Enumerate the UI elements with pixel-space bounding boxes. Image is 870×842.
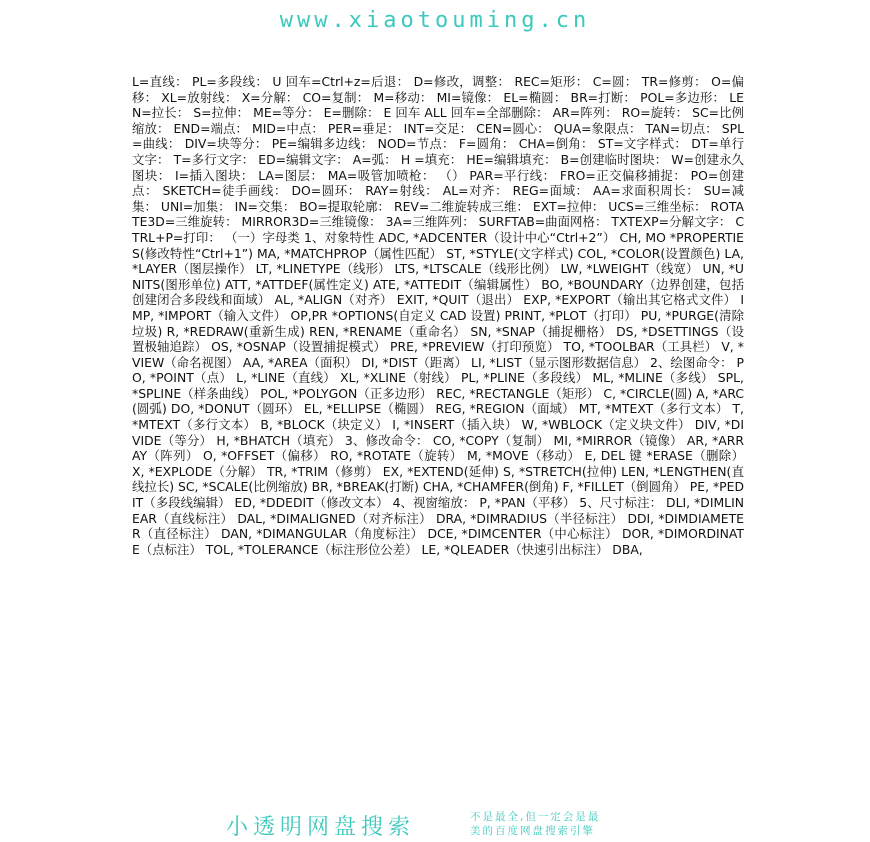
cad-shortcut-text: L=直线： PL=多段线： U 回车=Ctrl+z=后退： D=修改，调整： REC=矩形： C=圆： TR=修剪： O=偏移： XL=放射线： X=分解： CO=复制： M=移动： MI=镜像： EL=椭圆： BR=打断： POL=多边形： LEN=拉长： S=拉伸： ME=等分： E=删除： E 回车 ALL 回车=全部删除： AR=阵列： RO=旋转： SC=比例缩放： END=端点： MID=中点： PER=垂足： INT=交足： CEN=圆心： QUA=象限点： TAN=切点： SPL=曲线： DIV=块等分： PE=编辑多边线： NOD=节点： F=圆角： CHA=倒角： ST=文字样式： DT=单行文字： T=多行文字： ED=编辑文字： A=弧： H =填充： HE=编辑填充： B=创建临时图块： W=创建永久图块： I=插入图块： LA=图层： MA=吸管加喷枪： （） PAR=平行线： FRO=正交偏移捕捉： PO=创建点： SKETCH=徒手画线： DO=圆环： RAY=射线： AL=对齐： REG=面域： AA=求面积周长： SU=减集： UNI=加集： IN=交集： BO=提取轮廓： REV=二维旋转成三维： EXT=拉伸： UCS=三维坐标： ROTATE3D=三维旋转： MIRROR3D=三维镜像： 3A=三维阵列： SURFTAB=曲面网格： TXTEXP=分解文字： CTRL+P=打印： （一）字母类 1、对象特性 ADC, *ADCENTER（设计中心“Ctrl+2”） CH, MO *PROPERTIES(修改特性“Ctrl+1”) MA, *MATCHPROP（属性匹配） ST, *STYLE(文字样式) COL, *COLOR(设置颜色) LA, *LAYER（图层操作） LT, *LINETYPE（线形） LTS, *LTSCALE（线形比例） LW, *LWEIGHT（线宽） UN, *UNITS(图形单位) ATT, *ATTDEF(属性定义) ATE, *ATTEDIT（编辑属性） BO, *BOUNDARY（边界创建，包括创建闭合多段线和面域） AL, *ALIGN（对齐） EXIT, *QUIT（退出） EXP, *EXPORT（输出其它格式文件） IMP, *IMPORT（输入文件） OP,PR *OPTIONS(自定义 CAD 设置) PRINT, *PLOT（打印） PU, *PURGE(清除垃圾) R, *REDRAW(重新生成) REN, *RENAME（重命名） SN, *SNAP（捕捉栅格） DS, *DSETTINGS（设置极轴追踪） OS, *OSNAP（设置捕捉模式） PRE, *PREVIEW（打印预览） TO, *TOOLBAR（工具栏） V, *VIEW（命名视图） AA, *AREA（面积） DI, *DIST（距离） LI, *LIST（显示图形数据信息） 2、绘图命令： PO, *POINT（点） L, *LINE（直线） XL, *XLINE（射线） PL, *PLINE（多段线） ML, *MLINE（多线） SPL, *SPLINE（样条曲线） POL, *POLYGON（正多边形） REC, *RECTANGLE（矩形） C, *CIRCLE(圆) A, *ARC(圆弧) DO, *DONUT（圆环） EL, *ELLIPSE（椭圆） REG, *REGION（面域） MT, *MTEXT（多行文本） T, *MTEXT（多行文本） B, *BLOCK（块定义） I, *INSERT（插入块） W, *WBLOCK（定义块文件） DIV, *DIVIDE（等分） H, *BHATCH（填充） 3、修改命令： CO, *COPY（复制） MI, *MIRROR（镜像） AR, *ARRAY（阵列） O, *OFFSET（偏移） RO, *ROTATE（旋转） M, *MOVE（移动） E, DEL 键 *ERASE（删除） X, *EXPLODE（分解） TR, *TRIM（修剪） EX, *EXTEND(延伸) S, *STRETCH(拉伸) LEN, *LENGTHEN(直线拉长) SC, *SCALE(比例缩放) BR, *BREAK(打断) CHA, *CHAMFER(倒角) F, *FILLET（倒圆角） PE, *PEDIT（多段线编辑） ED, *DDEDIT（修改文本） 4、视窗缩放： P, *PAN（平移） 5、尺寸标注： DLI, *DIMLINEAR（直线标注） DAL, *DIMALIGNED（对齐标注） DRA, *DIMRADIUS（半径标注） DDI, *DIMDIAMETER（直径标注） DAN, *DIMANGULAR（角度标注） DCE, *DIMCENTER（中心标注） DOR, *DIMORDINATE（点标注） TOL, *TOLERANCE（标注形位公差） LE, *QLEADER（快速引出标注） DBA, — [132, 74, 744, 557]
site-url-header: www.xiaotouming.cn — [279, 8, 591, 33]
footer-brand: 小透明网盘搜索 — [226, 815, 416, 840]
footer-slogan-line-2: 美的百度网盘搜索引擎 — [470, 825, 595, 837]
footer-slogan-line-1: 不是最全,但一定会是最 — [470, 811, 601, 823]
footer-slogan — [470, 810, 710, 838]
